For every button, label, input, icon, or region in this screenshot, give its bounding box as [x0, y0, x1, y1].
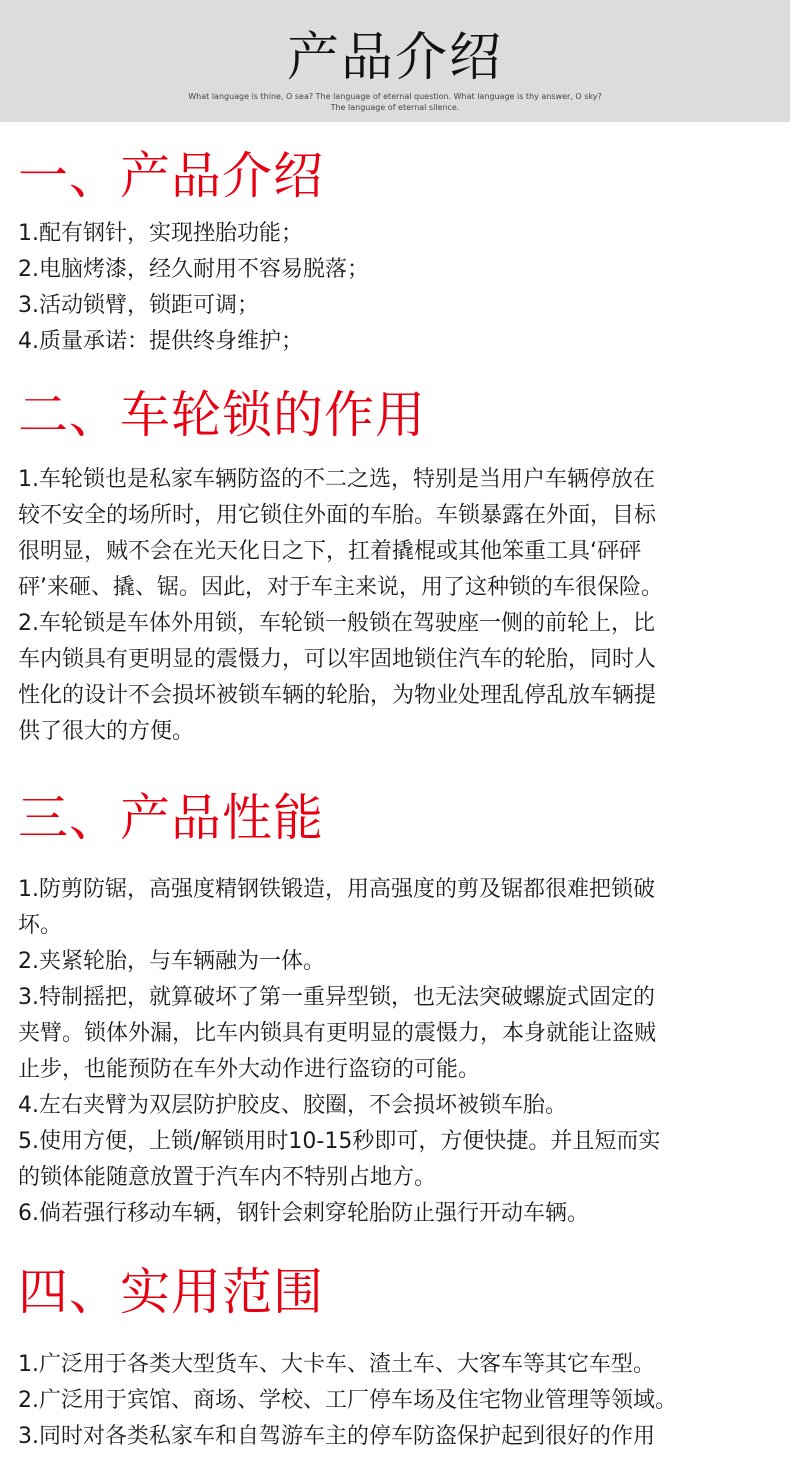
text-line: 车内锁具有更明显的震慑力，可以牢固地锁住汽车的轮胎，同时人	[18, 647, 657, 672]
page-title: 产品介绍	[286, 28, 503, 88]
text-line: 3.活动锁臂，锁距可调；	[18, 293, 259, 318]
section-body-scope	[18, 1347, 788, 1455]
text-line: 1.防剪防锯，高强度精钢铁锻造，用高强度的剪及锯都很难把锁破	[18, 877, 655, 902]
text-line: 2.车轮锁是车体外用锁，车轮锁一般锁在驾驶座一侧的前轮上，比	[18, 611, 655, 636]
header-subtitle-line-2: The language of eternal silence.	[330, 103, 460, 112]
text-line: 2.夹紧轮胎，与车辆融为一体。	[18, 949, 325, 974]
text-line: 1.车轮锁也是私家车辆防盗的不二之选，特别是当用户车辆停放在	[18, 467, 655, 492]
text-line: 较不安全的场所时，用它锁住外面的车胎。车锁暴露在外面，目标	[18, 503, 657, 528]
text-line: 夹臂。锁体外漏，比车内锁具有更明显的震慑力，本身就能让盗贼	[18, 1021, 657, 1046]
text-line: 性化的设计不会损坏被锁车辆的轮胎，为物业处理乱停乱放车辆提	[18, 683, 657, 708]
text-line: 4.质量承诺：提供终身维护；	[18, 329, 303, 354]
text-line: 的锁体能随意放置于汽车内不特别占地方。	[18, 1165, 437, 1190]
text-line: 4.左右夹臂为双层防护胶皮、胶圈，不会损坏被锁车胎。	[18, 1093, 567, 1118]
text-line: 止步，也能预防在车外大动作进行盗窃的可能。	[18, 1057, 481, 1082]
text-line: 2.电脑烤漆，经久耐用不容易脱落；	[18, 257, 369, 282]
text-line: 3.同时对各类私家车和自驾游车主的停车防盗保护起到很好的作用	[18, 1424, 655, 1449]
text-line: 2.广泛用于宾馆、商场、学校、工厂停车场及住宅物业管理等领域。	[18, 1388, 677, 1413]
text-line: 1.配有钢针，实现挫胎功能；	[18, 221, 303, 246]
section-body-intro	[18, 216, 788, 360]
text-line: 供了很大的方便。	[18, 719, 195, 744]
text-line: 很明显，贼不会在光天化日之下，扛着撬棍或其他笨重工具‘砰砰	[18, 539, 641, 564]
section-body-function	[18, 462, 788, 750]
section-body-performance	[18, 872, 788, 1232]
text-line: 坏。	[18, 913, 63, 938]
text-line: 砰’来砸、撬、锯。因此，对于车主来说，用了这种锁的车很保险。	[18, 575, 663, 600]
section-heading-function: 二、车轮锁的作用	[18, 386, 426, 444]
section-heading-intro: 一、产品介绍	[18, 147, 324, 205]
section-heading-performance: 三、产品性能	[18, 789, 324, 847]
text-line: 5.使用方便，上锁/解锁用时10-15秒即可，方便快捷。并且短而实	[18, 1129, 661, 1154]
text-line: 1.广泛用于各类大型货车、大卡车、渣土车、大客车等其它车型。	[18, 1352, 655, 1377]
header-subtitle-line-1: What language is thine, O sea? The language of eternal question. What language is thy answer, O sky?	[188, 92, 602, 101]
text-line: 3.特制摇把，就算破坏了第一重异型锁，也无法突破螺旋式固定的	[18, 985, 655, 1010]
section-heading-scope: 四、实用范围	[18, 1263, 324, 1321]
text-line: 6.倘若强行移动车辆，钢针会刺穿轮胎防止强行开动车辆。	[18, 1201, 589, 1226]
